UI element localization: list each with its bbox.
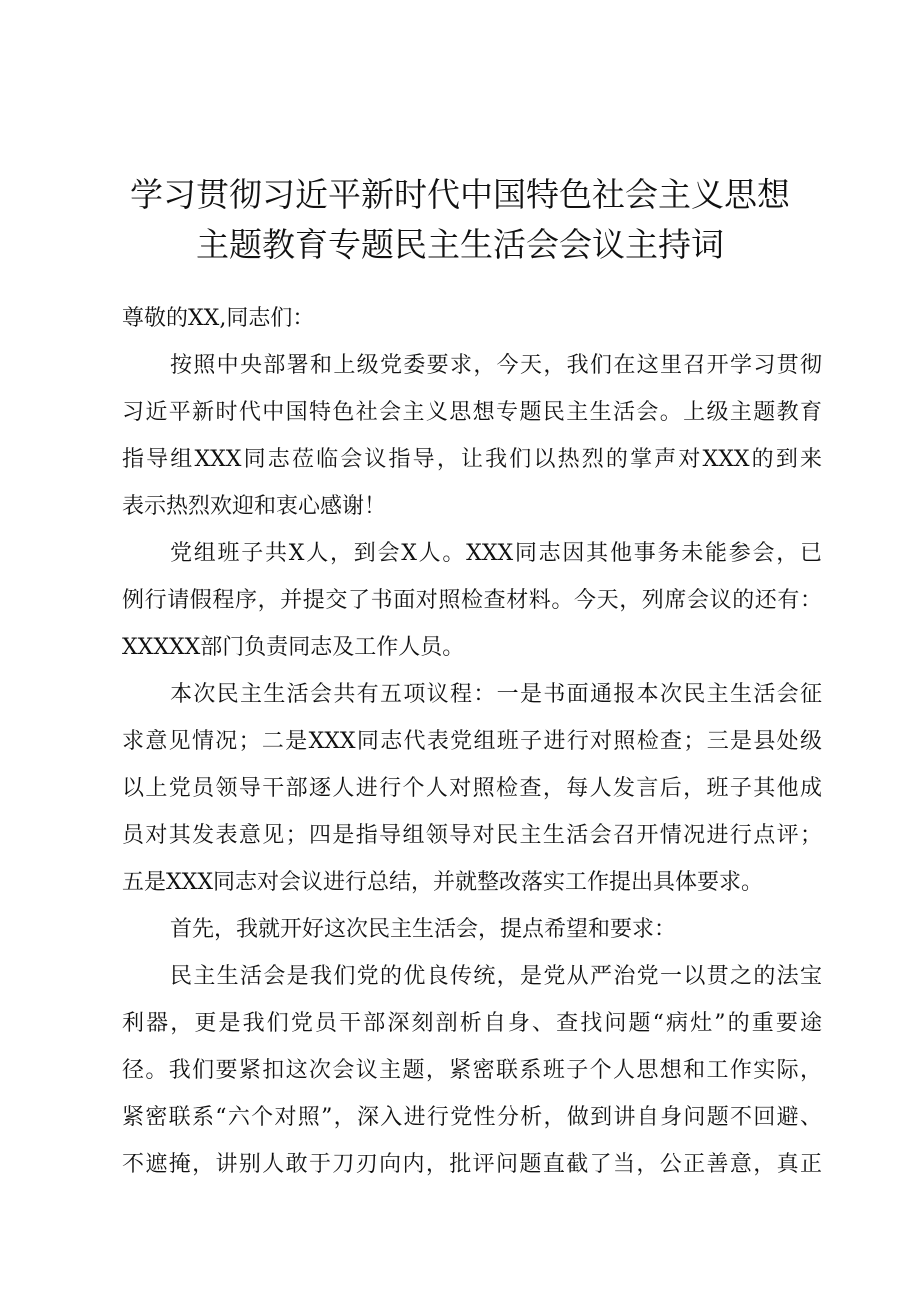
body-line: 求意见情况；二是XXX同志代表党组班子进行对照检查；三是县处级 (122, 729, 822, 754)
document-title (110, 170, 810, 270)
body-line: 紧密联系“六个对照”，深入进行党性分析，做到讲自身问题不回避、 (122, 1105, 822, 1130)
body-line: 表示热烈欢迎和衷心感谢！ (122, 494, 387, 519)
body-line: 按照中央部署和上级党委要求，今天，我们在这里召开学习贯彻 (170, 353, 822, 378)
body-line: 党组班子共X人，到会X人。XXX同志因其他事务未能参会，已 (170, 541, 822, 566)
body-line: 五是XXX同志对会议进行总结，并就整改落实工作提出具体要求。 (122, 870, 763, 895)
body-line: 首先，我就开好这次民主生活会，提点希望和要求： (170, 917, 677, 942)
body-line: 本次民主生活会共有五项议程：一是书面通报本次民主生活会征 (170, 682, 822, 707)
body-line: 利器，更是我们党员干部深刻剖析自身、查找问题“病灶”的重要途 (122, 1011, 822, 1036)
body-line: 以上党员领导干部逐人进行个人对照检查，每人发言后，班子其他成 (122, 776, 822, 801)
body-line: 例行请假程序，并提交了书面对照检查材料。今天，列席会议的还有： (122, 588, 822, 613)
body-line: 不遮掩，讲别人敢于刀刃向内，批评问题直截了当，公正善意，真正 (122, 1152, 822, 1177)
body-line: XXXXX部门负责同志及工作人员。 (122, 635, 465, 660)
body-line: 民主生活会是我们党的优良传统，是党从严治党一以贯之的法宝 (170, 964, 822, 989)
body-line: 径。我们要紧扣这次会议主题，紧密联系班子个人思想和工作实际， (122, 1058, 822, 1083)
body-line: 习近平新时代中国特色社会主义思想专题民主生活会。上级主题教育 (122, 400, 822, 425)
body-line: 尊敬的XX,同志们： (122, 306, 315, 331)
title-line-2: 主题教育专题民主生活会会议主持词 (196, 225, 724, 264)
document-body (122, 295, 822, 1188)
body-line: 员对其发表意见；四是指导组领导对民主生活会召开情况进行点评； (122, 823, 822, 848)
title-line-1: 学习贯彻习近平新时代中国特色社会主义思想 (130, 175, 790, 214)
body-line: 指导组XXX同志莅临会议指导，让我们以热烈的掌声对XXX的到来 (122, 447, 822, 472)
